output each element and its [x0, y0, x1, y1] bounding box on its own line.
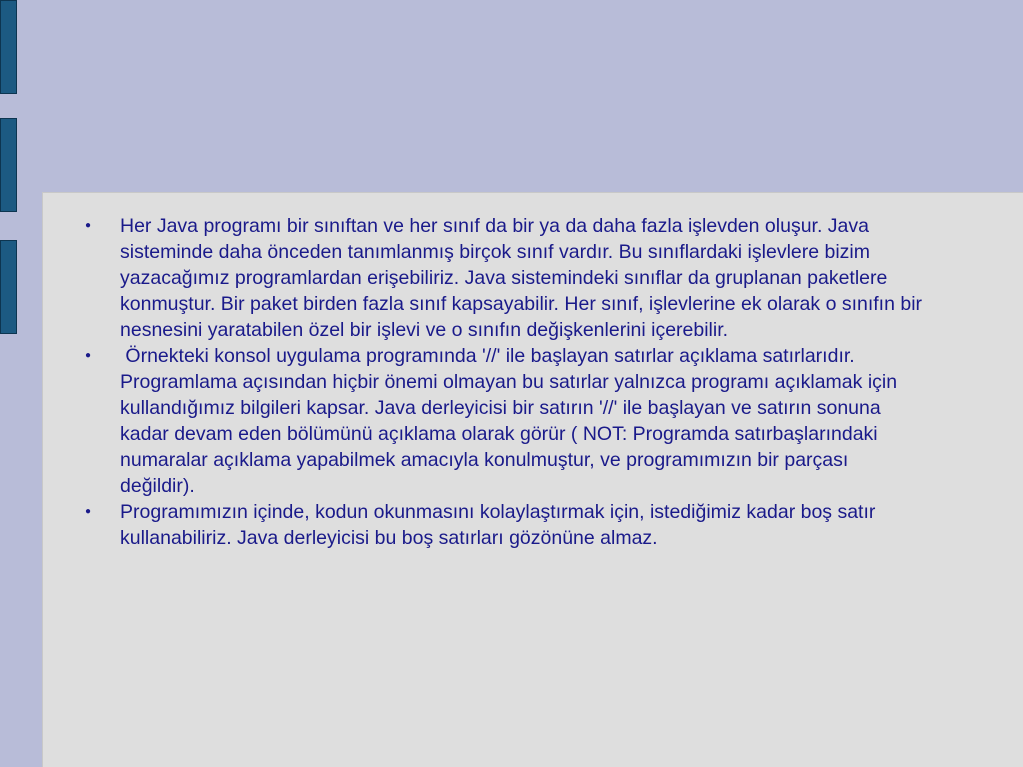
bullet-icon: ● [85, 506, 92, 517]
list-item [43, 343, 923, 499]
bullet-list [43, 213, 928, 551]
bullet-icon: ● [85, 220, 92, 231]
slide-content-panel [42, 192, 1023, 767]
bullet-icon: ● [85, 350, 92, 361]
decorative-side-bar-bottom [0, 240, 17, 334]
decorative-side-bar-middle [0, 118, 17, 212]
decorative-side-bar-top [0, 0, 17, 94]
bullet-text: Örnekteki konsol uygulama programında '//' ile başlayan satırlar açıklama satırlarıdır. Programlama açısından hiçbir önemi olmayan bu satırlar yalnızca programı açıklamak için kullandığımız bilgileri kapsar. Java derleyicisi bir satırın '//' ile başlayan ve satırın sonuna kadar devam eden bölümünü açıklama olarak görür ( NOT: Programda satırbaşlarındaki numaralar açıklama yapabilmek amacıyla konulmuştur, ve programımızın bir parçası değildir). [120, 345, 903, 497]
list-item [43, 213, 928, 343]
bullet-text: Programımızın içinde, kodun okunmasını kolaylaştırmak için, istediğimiz kadar boş satır kullanabiliriz. Java derleyicisi bu boş satırları gözönüne almaz. [120, 501, 881, 549]
list-item [43, 499, 923, 551]
bullet-text: Her Java programı bir sınıftan ve her sınıf da bir ya da daha fazla işlevden oluşur. Java sisteminde daha önceden tanımlanmış birçok sınıf vardır. Bu sınıflardaki işlevlere bizim yazacağımız programlardan erişebiliriz. Java sistemindeki sınıflar da gruplanan paketlere konmuştur. Bir paket birden fazla sınıf kapsayabilir. Her sınıf, işlevlerine ek olarak o sınıfın bir nesnesini yaratabilen özel bir işlevi ve o sınıfın değişkenlerini içerebilir. [120, 215, 928, 341]
